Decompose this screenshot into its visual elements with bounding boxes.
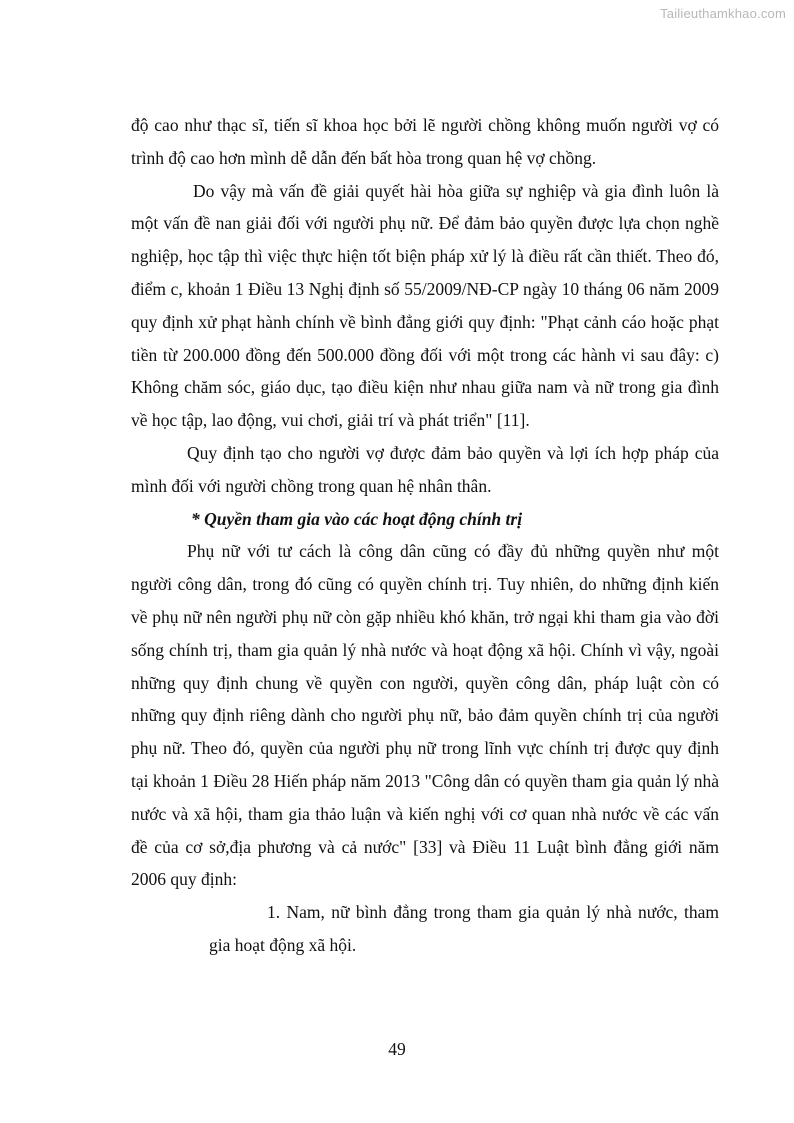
page-body [131, 109, 719, 962]
section-heading: * Quyền tham gia vào các hoạt động chính trị [191, 508, 523, 529]
paragraph: Phụ nữ với tư cách là công dân cũng có đầy đủ những quyền như một người công dân, trong đó cũng có quyền chính trị. Tuy nhiên, do những định kiến về phụ nữ nên người phụ nữ còn gặp nhiều khó khăn, trở ngại khi tham gia vào đời sống chính trị, tham gia quản lý nhà nước và hoạt động xã hội. Chính vì vậy, ngoài những quy định chung về quyền con người, quyền công dân, pháp luật còn có những quy định riêng dành cho người phụ nữ, bảo đảm quyền chính trị của người phụ nữ. Theo đó, quyền của người phụ nữ trong lĩnh vực chính trị được quy định tại khoản 1 Điều 28 Hiến pháp năm 2013 "Công dân có quyền tham gia quản lý nhà nước và xã hội, tham gia thảo luận và kiến nghị với cơ quan nhà nước về các vấn đề của cơ sở,địa phương và cả nước" [33] và Điều 11 Luật bình đẳng giới năm 2006 quy định: [131, 541, 719, 890]
watermark: Tailieuthamkhao.com [660, 6, 786, 21]
quoted-list-item: 1. Nam, nữ bình đẳng trong tham gia quản lý nhà nước, tham gia hoạt động xã hội. [209, 902, 719, 955]
paragraph-continuation: độ cao như thạc sĩ, tiến sĩ khoa học bởi lẽ người chồng không muốn người vợ có trình độ cao hơn mình dễ dẫn đến bất hòa trong quan hệ vợ chồng. [131, 115, 719, 168]
page-number: 49 [388, 1039, 406, 1059]
paragraph: Quy định tạo cho người vợ được đảm bảo quyền và lợi ích hợp pháp của mình đối với người chồng trong quan hệ nhân thân. [131, 442, 719, 496]
paragraph: Do vậy mà vấn đề giải quyết hài hòa giữa sự nghiệp và gia đình luôn là một vấn đề nan giải đối với người phụ nữ. Để đảm bảo quyền được lựa chọn nghề nghiệp, học tập thì việc thực hiện tốt biện pháp xử lý là điều rất cần thiết. Theo đó, điểm c, khoản 1 Điều 13 Nghị định số 55/2009/NĐ-CP ngày 10 tháng 06 năm 2009 quy định xử phạt hành chính về bình đẳng giới quy định: "Phạt cảnh cáo hoặc phạt tiền từ 200.000 đồng đến 500.000 đồng đối với một trong các hành vi sau đây: c) Không chăm sóc, giáo dục, tạo điều kiện như nhau giữa nam và nữ trong gia đình về học tập, lao động, vui chơi, giải trí và phát triển" [11]. [131, 180, 719, 431]
